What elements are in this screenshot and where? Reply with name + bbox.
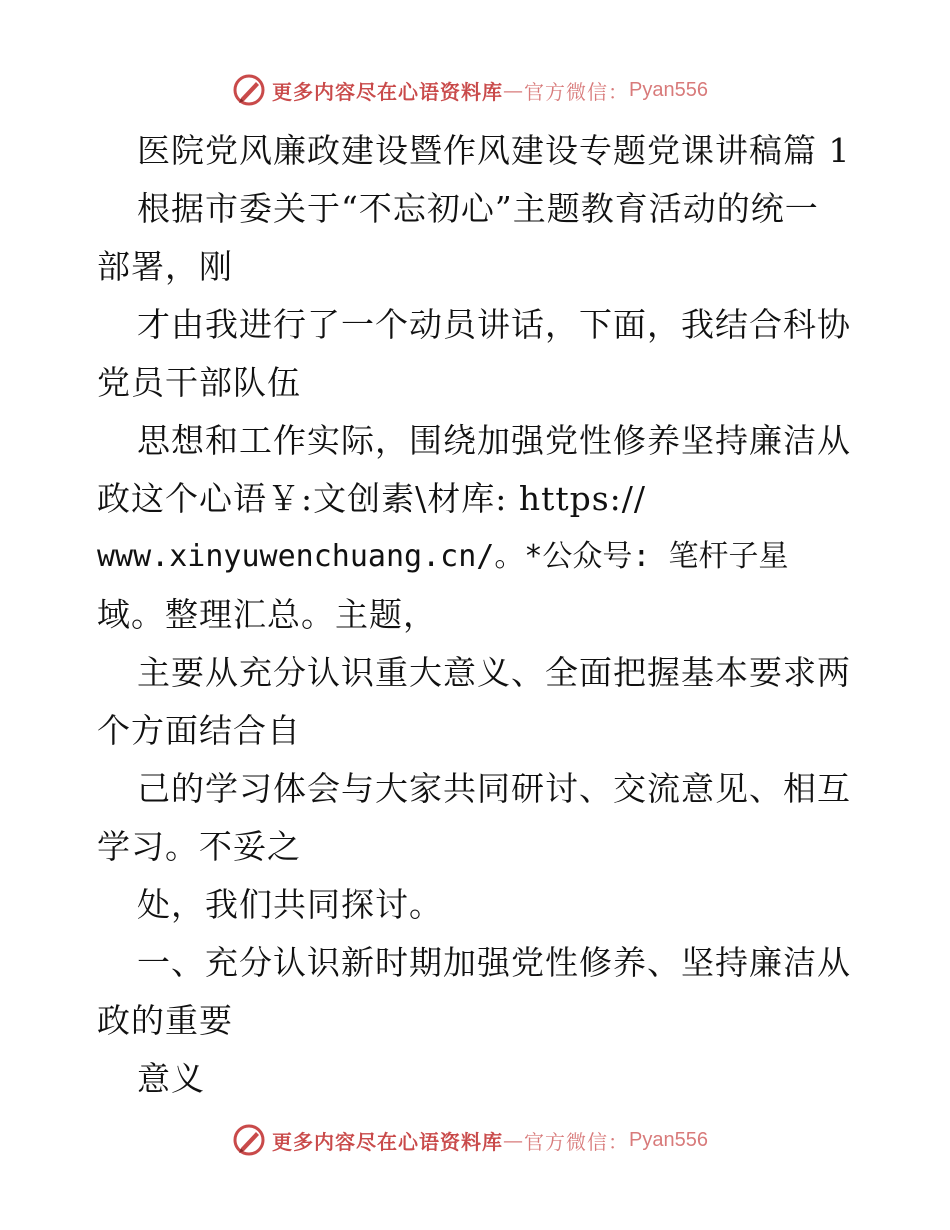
banner-wechat-label: 官方微信： — [524, 1129, 629, 1154]
banner-wechat-id: Pyan556 — [629, 78, 708, 101]
banner-main-text: 更多内容尽在心语资料库 — [272, 79, 503, 104]
header-watermark-banner — [232, 70, 708, 110]
text-line-url: www.xinyuwenchuang.cn/。*公众号: 笔杆子星 — [97, 539, 789, 574]
text-line: 学习。不妥之 — [97, 827, 301, 866]
section-heading-line: 政的重要 — [97, 1001, 233, 1040]
banner-dash: — — [503, 1128, 524, 1152]
pen-logo-icon — [232, 1123, 266, 1157]
text-line: 个方面结合自 — [97, 711, 301, 750]
banner-wechat-id: Pyan556 — [629, 1128, 708, 1151]
text-line: 处，我们共同探讨。 — [137, 885, 443, 924]
text-line: 部署，刚 — [97, 247, 233, 286]
pen-logo-icon — [232, 73, 266, 107]
text-line: 党员干部队伍 — [97, 363, 301, 402]
banner-dash: — — [503, 78, 524, 102]
banner-wechat-label: 官方微信： — [524, 79, 629, 104]
section-heading-line: 意义 — [137, 1059, 205, 1098]
document-body — [97, 122, 857, 1108]
text-line: 主要从充分认识重大意义、全面把握基本要求两 — [137, 653, 851, 692]
text-line: 己的学习体会与大家共同研讨、交流意见、相互 — [137, 769, 851, 808]
banner-main-text: 更多内容尽在心语资料库 — [272, 1129, 503, 1154]
text-line: 才由我进行了一个动员讲话，下面，我结合科协 — [137, 305, 851, 344]
section-heading-line: 一、充分认识新时期加强党性修养、坚持廉洁从 — [137, 943, 851, 982]
text-line: 思想和工作实际，围绕加强党性修养坚持廉洁从 — [137, 421, 851, 460]
text-line: 根据市委关于“不忘初心”主题教育活动的统一 — [137, 189, 819, 228]
text-line: 域。整理汇总。主题， — [97, 595, 437, 634]
text-line: 医院党风廉政建设暨作风建设专题党课讲稿篇 1 — [137, 131, 851, 170]
text-line: 政这个心语￥:文创素\材库: https:// — [97, 479, 647, 518]
footer-watermark-banner — [232, 1120, 708, 1160]
